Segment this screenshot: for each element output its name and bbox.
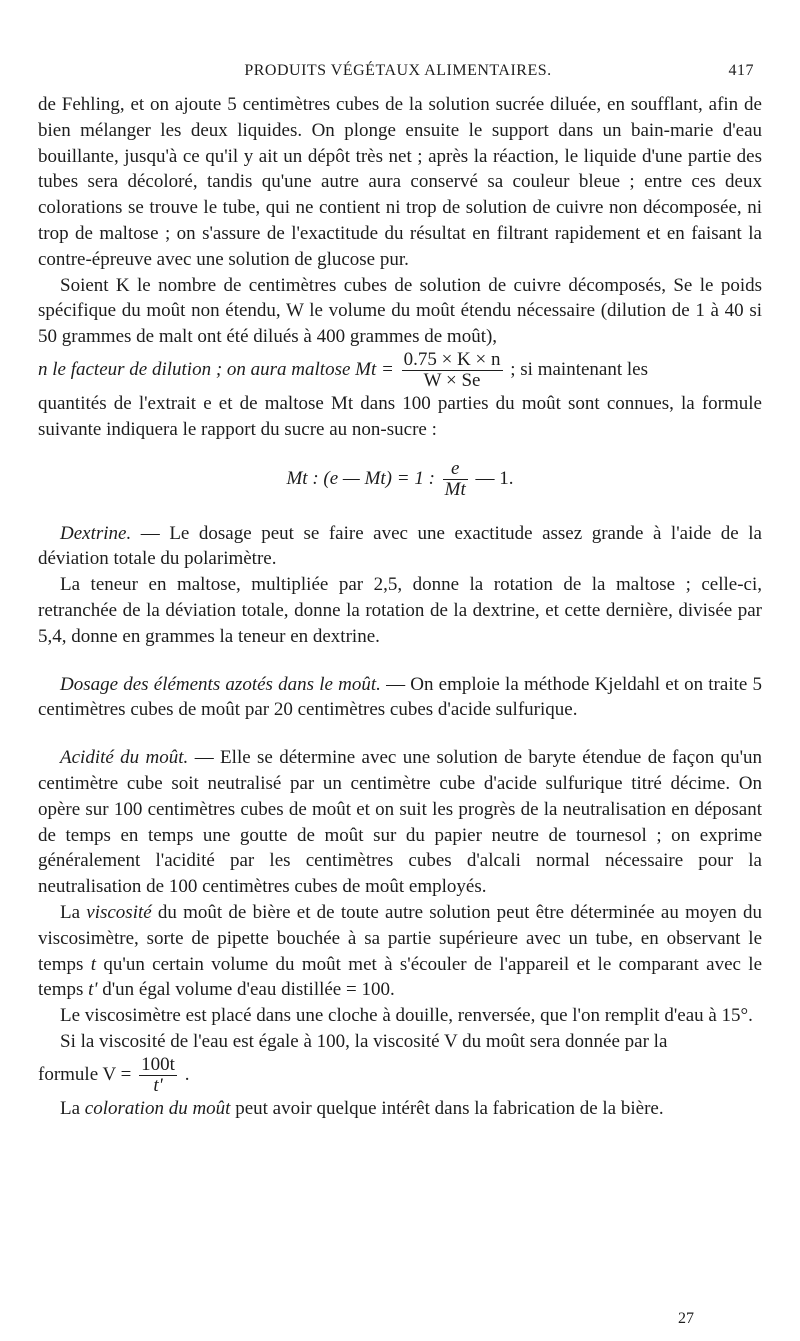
paragraph-viscosite (38, 900, 762, 1003)
viscosity-fraction (139, 1055, 177, 1096)
maltose-formula-tail: ; si maintenant les (510, 358, 648, 380)
paragraph-teneur: La teneur en maltose, multipliée par 2,5, donne la rotation de la maltose ; celle-ci, retranchée de la déviation totale, donne la rotation de la dextrine, et cette dernière, divisée par 5,4, donne en grammes la teneur en dextrine. (38, 574, 762, 647)
dextrine-heading: Dextrine. (60, 522, 132, 544)
running-header (36, 62, 760, 82)
viscosity-formula (38, 1055, 762, 1096)
viscosite-text-2: qu'un certain volume du moût met à s'écouler de l'appareil et le comparant avec le temps (38, 953, 763, 1001)
paragraph-si-viscosite: Si la viscosité de l'eau est égale à 100, la viscosité V du moût sera donnée par la (60, 1030, 668, 1052)
ratio-formula-left: Mt : (e — Mt) = 1 : (286, 467, 435, 489)
viscosite-text-1: du moût de bière et de toute autre solution peut être déterminée au moyen du viscosimètre, sorte de pipette bouchée à sa partie supérieure avec un tube, en observant le temps (38, 901, 762, 975)
dextrine-text: — Le dosage peut se faire avec une exactitude assez grande à l'aide de la déviation totale du polarimètre. (38, 522, 762, 570)
ratio-fraction-numerator: e (443, 459, 468, 480)
viscosite-term: viscosité (86, 901, 152, 923)
maltose-fraction-numerator: 0.75 × K × n (403, 348, 501, 370)
page-number: 417 (728, 62, 754, 79)
paragraph-acidite (38, 745, 762, 900)
acidite-heading: Acidité du moût. (60, 747, 189, 769)
signature-mark: 27 (678, 1310, 694, 1327)
paragraph-soient-start: Soient K le nombre de centimètres cubes de solution de cuivre décomposés, Se le poids spécifique du moût non étendu, W le volume du moût étendu nécessaire (dilution de 1 à 40 si 50 grammes de malt ont été dilués à 400 grammes de moût), (38, 274, 762, 348)
paragraph-fehling: de Fehling, et on ajoute 5 centimètres cubes de la solution sucrée diluée, en soufflant, afin de bien mélanger les deux liquides. On plonge ensuite le support dans un bain-marie d'eau bouillante, jusqu'à ce qu'il y ait un dépôt très net ; après la réaction, le liquide d'une partie des tubes sera décoloré, tandis qu'une autre aura conservé sa couleur bleue ; entre ces deux colorations se trouve le tube, qui ne contient ni trop de solution de cuivre non décomposée, ni trop de maltose ; on s'assure de l'exactitude du résultat en filtrant rapidement et en faisant la contre-épreuve avec une solution de glucose pur. (38, 94, 762, 270)
viscosite-text-3: d'un égal volume d'eau distillée = 100. (102, 979, 395, 1001)
viscosity-fraction-numerator: 100t (141, 1053, 175, 1075)
paragraph-cloche: Le viscosimètre est placé dans une cloche à douille, renversée, que l'on remplit d'eau à 15°. (60, 1005, 753, 1027)
viscosite-var-tprime: t' (88, 979, 98, 1001)
section-spacer (38, 723, 762, 745)
azote-text: — On emploie la méthode Kjeldahl et on traite 5 centimètres cubes de moût par 20 centimètres cubes d'acide sulfurique. (38, 673, 763, 721)
paragraph-coloration (38, 1096, 762, 1122)
ratio-fraction (443, 459, 468, 500)
maltose-fraction-denominator: W × Se (423, 369, 481, 391)
page-body (38, 92, 762, 1122)
paragraph-maltose-formula-line (38, 350, 762, 391)
ratio-formula (38, 449, 762, 509)
coloration-lead: La (60, 1097, 81, 1119)
viscosity-formula-prefix: formule V = (38, 1063, 132, 1085)
azote-heading: Dosage des éléments azotés dans le moût. (60, 673, 381, 695)
coloration-text: peut avoir quelque intérêt dans la fabrication de la bière. (235, 1097, 664, 1119)
viscosity-fraction-denominator: t' (153, 1074, 163, 1096)
maltose-formula-lead: n le facteur de dilution ; on aura maltose Mt = (38, 358, 394, 380)
coloration-term: coloration du moût (84, 1097, 231, 1119)
ratio-formula-right: — 1. (475, 467, 514, 489)
paragraph-dextrine (38, 521, 762, 573)
acidite-text: — Elle se détermine avec une solution de baryte étendue de façon qu'un centimètre cube soit neutralisé par un centimètre cube d'acide sulfurique titré décime. On opère sur 100 centimètres cubes de moût et on suit les progrès de la neutralisation en déposant de temps en temps une goutte de moût sur du papier neutre de tournesol ; on exprime généralement l'acidité par les centimètres cubes d'alcali normal nécessaire pour la neutralisation de 100 centimètres cubes de moût employés. (38, 747, 763, 898)
viscosite-var-t: t (90, 953, 97, 975)
paragraph-azote (38, 672, 762, 724)
viscosity-formula-suffix: . (184, 1063, 190, 1085)
ratio-fraction-denominator: Mt (444, 478, 466, 500)
paragraph-soient-end: quantités de l'extrait e et de maltose Mt dans 100 parties du moût sont connues, la formule suivante indiquera le rapport du sucre au non-sucre : (38, 392, 762, 440)
header-title: PRODUITS VÉGÉTAUX ALIMENTAIRES. (244, 62, 552, 79)
maltose-fraction (402, 350, 503, 391)
section-spacer (38, 650, 762, 672)
viscosite-lead: La (60, 901, 81, 923)
